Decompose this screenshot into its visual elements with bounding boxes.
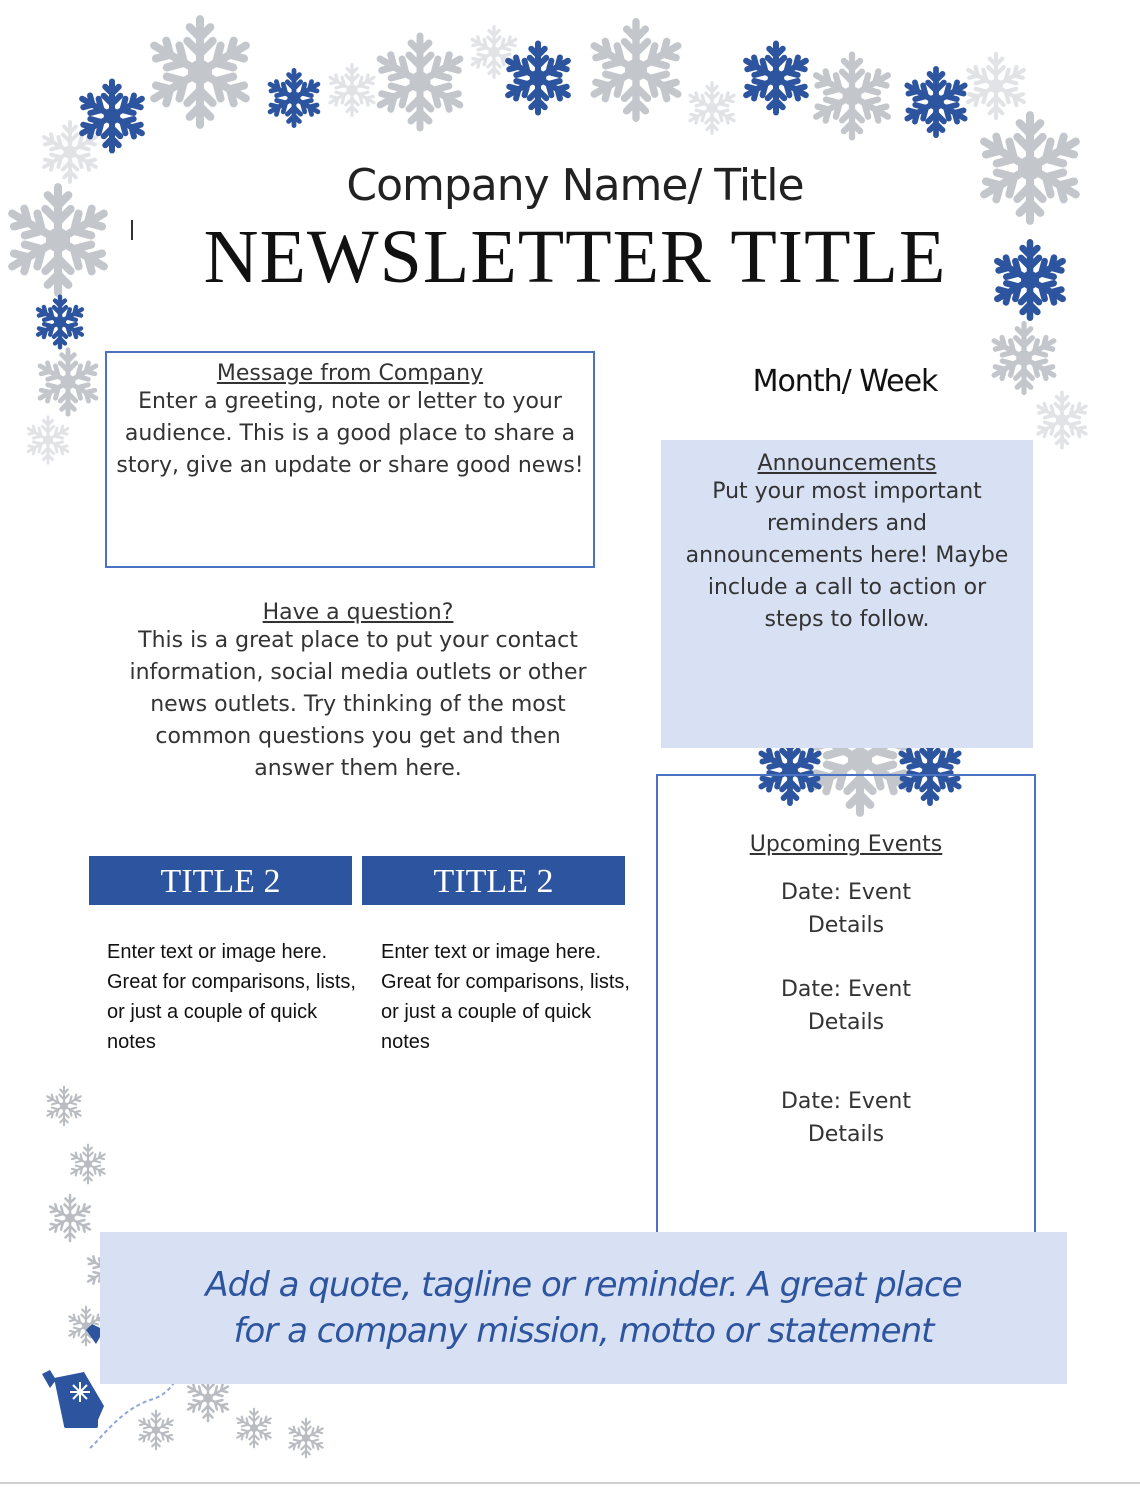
event-details: Details — [807, 1010, 885, 1035]
message-heading: Message from Company — [216, 361, 484, 386]
snowflake-icon — [588, 22, 683, 119]
snowflake-icon — [36, 350, 99, 414]
event-details: Details — [807, 913, 885, 938]
snowflake-icon — [469, 27, 519, 78]
upcoming-events-box[interactable] — [656, 774, 1036, 1240]
message-body: Enter a greeting, note or letter to your audience. This is a good place to share a story, give an update or share good news! — [116, 389, 584, 478]
snowflake-icon — [69, 1145, 107, 1184]
snowflake-icon — [742, 44, 810, 113]
snowflake-icon — [45, 1087, 83, 1126]
snowflake-icon — [978, 115, 1082, 221]
announcements-heading: Announcements — [757, 451, 937, 476]
event-item — [658, 973, 1034, 1039]
question-section[interactable] — [120, 600, 596, 785]
snowflake-icon — [35, 297, 85, 348]
event-date: Date: Event — [780, 880, 911, 905]
message-box[interactable] — [105, 351, 595, 568]
snowflake-icon — [1035, 392, 1089, 447]
quote-text: Add a quote, tagline or reminder. A great place for a company mission, motto or statement — [205, 1265, 962, 1351]
event-details: Details — [807, 1122, 885, 1147]
snowflake-icon — [811, 55, 893, 138]
newsletter-title: NEWSLETTER TITLE — [203, 215, 947, 299]
events-heading: Upcoming Events — [749, 832, 943, 857]
column-body-1[interactable]: Enter text or image here. Great for comparisons, lists, or just a couple of quick notes — [107, 941, 356, 1053]
text-cursor — [131, 220, 133, 240]
snowflake-icon — [6, 187, 110, 293]
snowflake-icon — [41, 122, 100, 182]
event-date: Date: Event — [780, 1089, 911, 1114]
question-body: This is a great place to put your contact information, social media outlets or other news outlets. Try thinking of the most common questions you get and then answer them here. — [129, 628, 587, 781]
announcements-box[interactable] — [661, 440, 1033, 748]
snowflake-icon — [287, 1419, 325, 1458]
snowflake-icon — [235, 1409, 273, 1448]
snowflake-icon — [990, 324, 1058, 393]
event-date: Date: Event — [780, 977, 911, 1002]
quote-banner[interactable] — [100, 1232, 1067, 1384]
snowflake-icon — [267, 70, 321, 125]
snowflake-icon — [964, 54, 1027, 118]
column-title-1: TITLE 2 — [89, 856, 352, 905]
month-week-label: Month/ Week — [752, 364, 938, 399]
snowflake-icon — [687, 83, 737, 134]
snowflake-icon — [375, 36, 466, 128]
snowflake-icon — [327, 65, 377, 116]
snowflake-icon — [148, 19, 252, 125]
snowflake-icon — [903, 69, 968, 135]
event-item — [658, 876, 1034, 942]
column-body-2[interactable]: Enter text or image here. Great for comparisons, lists, or just a couple of quick notes — [381, 941, 630, 1053]
question-heading: Have a question? — [262, 600, 454, 625]
snowflake-icon — [137, 1411, 175, 1450]
snowflake-icon — [25, 417, 70, 463]
announcements-body: Put your most important reminders and announcements here! Maybe include a call to action or steps to follow. — [685, 479, 1009, 632]
snowflake-icon — [47, 1195, 92, 1241]
column-title-2: TITLE 2 — [362, 856, 625, 905]
event-item — [658, 1085, 1034, 1151]
snowflake-icon — [993, 242, 1067, 317]
company-name: Company Name/ Title — [346, 160, 804, 211]
snowflake-icon — [504, 44, 572, 113]
snowflake-icon — [78, 82, 146, 151]
page-bottom-divider — [0, 1482, 1140, 1484]
